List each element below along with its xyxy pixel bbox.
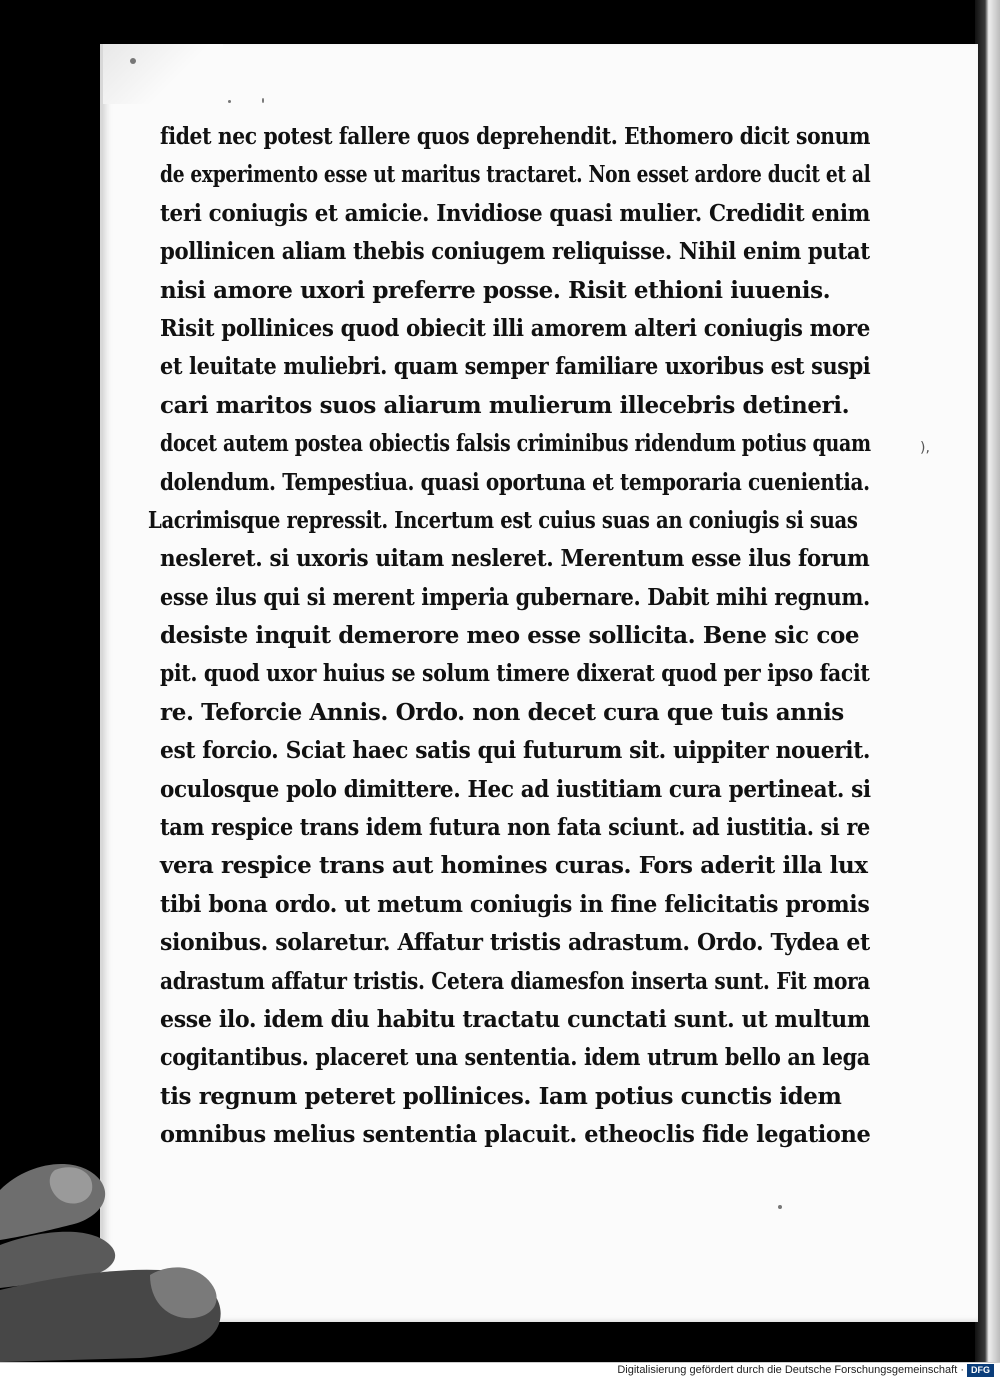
hand-holding-page (0, 1150, 240, 1362)
text-line: re. Teforcie Annis. Ordo. non decet cura que tuis annis (160, 698, 844, 726)
text-line: cari maritos suos aliarum mulierum illecebris detineri. (160, 391, 850, 419)
text-line: Risit pollinices quod obiecit illi amorem alteri coniugis more (160, 314, 870, 342)
ink-speck (130, 58, 136, 64)
text-line: fidet nec potest fallere quos deprehendit. Ethomero dicit sonum (160, 123, 871, 150)
text-line: pollinicen aliam thebis coniugem reliquisse. Nihil enim putat (160, 238, 870, 266)
text-line: dolendum. Tempestiua. quasi oportuna et temporaria cuenientia. (160, 468, 870, 496)
text-line: pit. quod uxor huius se solum timere dixerat quod per ipso facit (160, 660, 870, 688)
ink-speck (262, 98, 264, 103)
text-line: omnibus melius sententia placuit. etheoclis fide legatione (160, 1121, 871, 1149)
text-line: tam respice trans idem futura non fata sciunt. ad iustitia. si re (160, 814, 870, 842)
text-line: desiste inquit demerore meo esse sollicita. Bene sic coe (160, 622, 860, 650)
page-corner-shading (103, 44, 223, 104)
text-line: tibi bona ordo. ut metum coniugis in fine felicitatis promis (160, 890, 870, 918)
binding-gutter (975, 0, 1000, 1362)
dfg-logo: DFG (967, 1364, 994, 1377)
text-line: cogitantibus. placeret una sententia. idem utrum bello an lega (160, 1044, 870, 1072)
text-line: tis regnum peteret pollinices. Iam potius cunctis idem (160, 1082, 842, 1110)
text-line: sionibus. solaretur. Affatur tristis adrastum. Ordo. Tydea et (160, 929, 870, 957)
footer-credit: Digitalisierung gefördert durch die Deutsche Forschungsgemeinschaft · (617, 1364, 964, 1376)
text-line: vera respice trans aut homines curas. Fors aderit illa lux (160, 852, 868, 880)
text-line: esse ilo. idem diu habitu tractatu cunctati sunt. ut multum (160, 1005, 870, 1033)
marginal-note: ), (920, 440, 930, 456)
text-line: de experimento esse ut maritus tractaret. Non esset ardore ducit et al (160, 161, 871, 189)
text-line: docet autem postea obiectis falsis criminibus ridendum potius quam (160, 430, 871, 458)
ink-speck (228, 100, 231, 103)
text-line: oculosque polo dimittere. Hec ad iustitiam cura pertineat. si (160, 775, 871, 803)
manuscript-text (148, 118, 871, 1155)
text-line: esse ilus qui si merent imperia gubernare. Dabit mihi regnum. (160, 583, 870, 611)
digitization-footer (0, 1362, 1000, 1379)
text-line: nesleret. si uxoris uitam nesleret. Merentum esse ilus forum (160, 545, 870, 573)
text-line: Lacrimisque repressit. Incertum est cuius suas an coniugis si suas (148, 506, 858, 534)
text-line: et leuitate muliebri. quam semper familiare uxoribus est suspi (160, 353, 871, 381)
text-line: teri coniugis et amicie. Invidiose quasi mulier. Credidit enim (160, 199, 870, 227)
text-line: est forcio. Sciat haec satis qui futurum sit. uippiter nouerit. (160, 737, 871, 765)
ink-speck (778, 1205, 782, 1209)
text-line: nisi amore uxori preferre posse. Risit ethioni iuuenis. (160, 276, 831, 304)
text-line: adrastum affatur tristis. Cetera diamesfon inserta sunt. Fit mora (160, 967, 870, 995)
